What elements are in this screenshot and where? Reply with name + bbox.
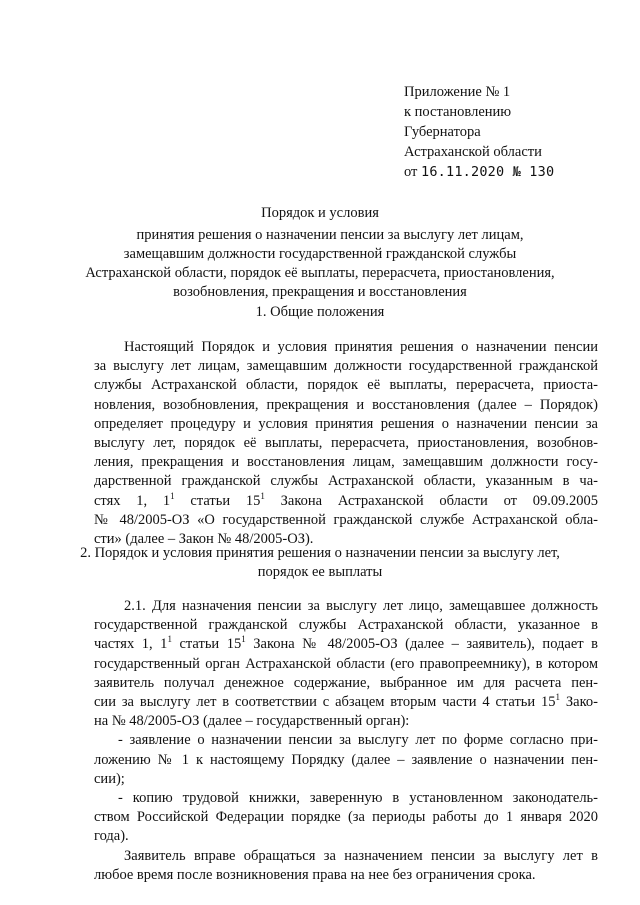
title-line: Порядок и условия xyxy=(261,205,379,221)
text-fragment: Закона Астраханской области от 09.09.2005 xyxy=(264,492,598,509)
text-line: любое время после возникновения права на нее без ограничения срока. xyxy=(94,866,536,883)
text-fragment: Зако- xyxy=(560,694,598,711)
text-line: на № 48/2005-ОЗ (далее – государственный орган): xyxy=(94,713,410,730)
appendix-block xyxy=(404,82,554,182)
appendix-line: Губернатора xyxy=(404,124,481,140)
title-line: возобновления, прекращения и восстановления xyxy=(173,284,467,300)
text-fragment: статьи 15 xyxy=(174,492,261,509)
text-line: выслугу лет, порядок её выплаты, перерасчета, приостановления, возобнов- xyxy=(94,435,598,452)
text-line: государственной гражданской службы Астраханской области, указанное в xyxy=(94,617,598,634)
text-fragment: сии за выслугу лет в соответствии с абзацем вторым части 4 статьи 15 xyxy=(94,694,556,711)
heading-line: порядок ее выплаты xyxy=(257,564,383,580)
appendix-line: Приложение № 1 xyxy=(404,84,511,100)
list-item-line: - копию трудовой книжки, заверенную в установленном законодатель- xyxy=(118,790,598,807)
section-2-paragraph xyxy=(94,597,598,885)
appendix-date xyxy=(404,162,554,182)
superscript: 1 xyxy=(167,634,172,645)
superscript: 1 xyxy=(170,490,175,501)
section-1-paragraph xyxy=(94,338,598,549)
title-line: Астраханской области, порядок её выплаты, перерасчета, приостановления, xyxy=(85,265,555,281)
date-prefix: от xyxy=(404,164,422,180)
text-line: определяет процедуру и условия принятия решения о назначении пенсии за xyxy=(94,415,598,432)
heading-line: 2. Порядок и условия принятия решения о назначении пенсии за выслугу лет, xyxy=(80,545,560,561)
text-fragment: частях 1, 1 xyxy=(94,636,168,653)
list-item-line: - заявление о назначении пенсии за выслугу лет по форме согласно при- xyxy=(118,732,598,749)
text-line xyxy=(94,635,598,654)
text-line: сти» (далее – Закон № 48/2005-ОЗ). xyxy=(94,531,314,548)
text-line: заявитель получал денежное содержание, выбранное им для расчета пен- xyxy=(94,674,598,691)
text-line: Заявитель вправе обращаться за назначением пенсии за выслугу лет в xyxy=(124,847,598,864)
text-line: государственный орган Астраханской области (его правопреемнику), в котором xyxy=(94,655,598,672)
list-item-line: ложению № 1 к настоящему Порядку (далее – заявление о назначении пен- xyxy=(94,751,598,768)
text-line xyxy=(94,693,598,712)
document-title xyxy=(60,204,580,302)
text-line: ления, прекращения и восстановления лицам, замещавшим должности госу- xyxy=(94,454,598,471)
section-1-heading: 1. Общие положения xyxy=(255,304,385,320)
superscript: 1 xyxy=(241,634,246,645)
text-line xyxy=(94,492,598,511)
text-line: новления, возобновления, прекращения и восстановления (далее – Порядок) xyxy=(94,396,598,413)
date-stamp: 16.11.2020 № 130 xyxy=(421,164,555,180)
list-item-line: сии); xyxy=(94,770,125,787)
appendix-line: Астраханской области xyxy=(404,144,542,160)
text-line: службы Астраханской области, порядок её выплаты, перерасчета, приоста- xyxy=(94,377,598,394)
list-item-line: года). xyxy=(94,828,129,845)
title-line: принятия решения о назначении пенсии за выслугу лет лицам, xyxy=(136,227,524,243)
text-line: Настоящий Порядок и условия принятия решения о назначении пенсии xyxy=(124,339,598,355)
text-line: за выслугу лет лицам, замещавшим должности государственной гражданской xyxy=(94,358,598,375)
text-fragment: Закона № 48/2005-ОЗ (далее – заявитель), подает в xyxy=(245,636,598,653)
appendix-line: к постановлению xyxy=(404,104,512,120)
superscript: 1 xyxy=(555,692,561,703)
text-line: дарственной гражданской службы Астраханской области, указанным в ча- xyxy=(94,473,598,490)
text-fragment: статьи 15 xyxy=(171,636,242,653)
title-line: замещавшим должности государственной гражданской службы xyxy=(123,246,517,262)
section-2-heading xyxy=(60,544,580,582)
text-line: 2.1. Для назначения пенсии за выслугу лет лицо, замещавшее должность xyxy=(124,598,598,614)
superscript: 1 xyxy=(260,490,265,501)
text-fragment: стях 1, 1 xyxy=(94,492,171,509)
list-item-line: ством Российской Федерации порядке (за периоды работы до 1 января 2020 xyxy=(94,809,598,826)
text-line: № 48/2005-ОЗ «О государственной гражданской службе Астраханской обла- xyxy=(94,511,598,528)
